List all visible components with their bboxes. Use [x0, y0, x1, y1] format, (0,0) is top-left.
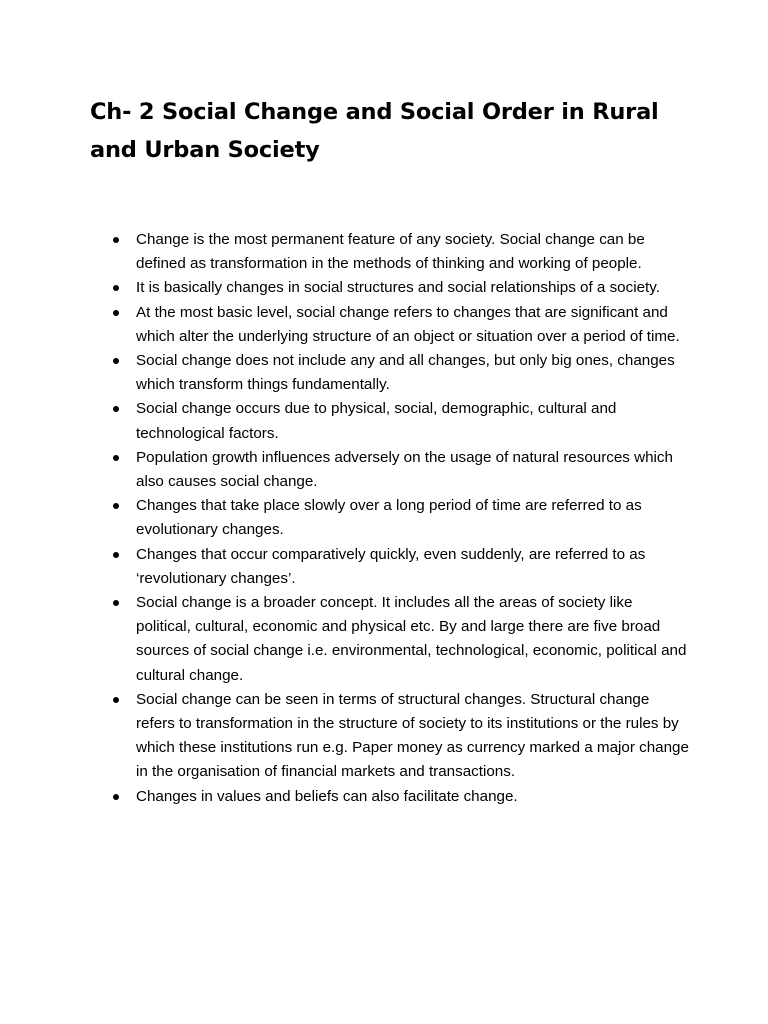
- bullet-list: [110, 228, 690, 809]
- bullet-icon: [113, 697, 119, 703]
- list-item: [110, 301, 690, 349]
- list-item: [110, 543, 690, 591]
- list-item-text: Population growth influences adversely on the usage of natural resources which also causes social change.: [136, 448, 673, 491]
- list-item-text: It is basically changes in social structures and social relationships of a society.: [136, 279, 660, 297]
- list-item-text: Changes that take place slowly over a long period of time are referred to as evolutionary changes.: [136, 497, 642, 539]
- bullet-icon: [113, 310, 119, 316]
- page-title: Ch- 2 Social Change and Social Order in Rural and Urban Society: [90, 99, 659, 163]
- list-item: [110, 785, 690, 809]
- list-item: [110, 276, 690, 300]
- list-item-text: Social change is a broader concept. It includes all the areas of society like political, cultural, economic and physical etc. By and large there are five broad sources of social change i.e. environmental, technological, economic, political and cultural change.: [136, 594, 687, 684]
- list-item: [110, 591, 690, 688]
- list-item: [110, 688, 690, 785]
- list-item-text: Change is the most permanent feature of any society. Social change can be defined as transformation in the methods of thinking and working of people.: [136, 231, 645, 273]
- list-item-text: Social change can be seen in terms of structural changes. Structural change refers to transformation in the structure of society to its institutions or the rules by which these institutions run e.g. Paper money as currency marked a major change in the organisation of financial markets and transactions.: [136, 690, 689, 781]
- bullet-icon: [113, 237, 119, 243]
- bullet-icon: [113, 794, 119, 800]
- list-item: [110, 397, 690, 445]
- list-item: [110, 494, 690, 542]
- list-item: [110, 228, 690, 276]
- bullet-icon: [113, 600, 119, 606]
- list-item-text: Changes that occur comparatively quickly, even suddenly, are referred to as ‘revolutionary changes’.: [136, 545, 646, 587]
- bullet-icon: [113, 358, 119, 364]
- bullet-icon: [113, 455, 119, 461]
- bullet-icon: [113, 552, 119, 558]
- list-item-text: At the most basic level, social change refers to changes that are significant and which alter the underlying structure of an object or situation over a period of time.: [136, 303, 680, 345]
- list-item-text: Changes in values and beliefs can also facilitate change.: [136, 787, 518, 805]
- bullet-icon: [113, 503, 119, 509]
- bullet-icon: [113, 406, 119, 412]
- list-item-text: Social change occurs due to physical, social, demographic, cultural and technological factors.: [136, 400, 617, 442]
- list-item-text: Social change does not include any and all changes, but only big ones, changes which transform things fundamentally.: [136, 352, 675, 394]
- bullet-icon: [113, 285, 119, 291]
- list-item: [110, 446, 690, 494]
- list-item: [110, 349, 690, 397]
